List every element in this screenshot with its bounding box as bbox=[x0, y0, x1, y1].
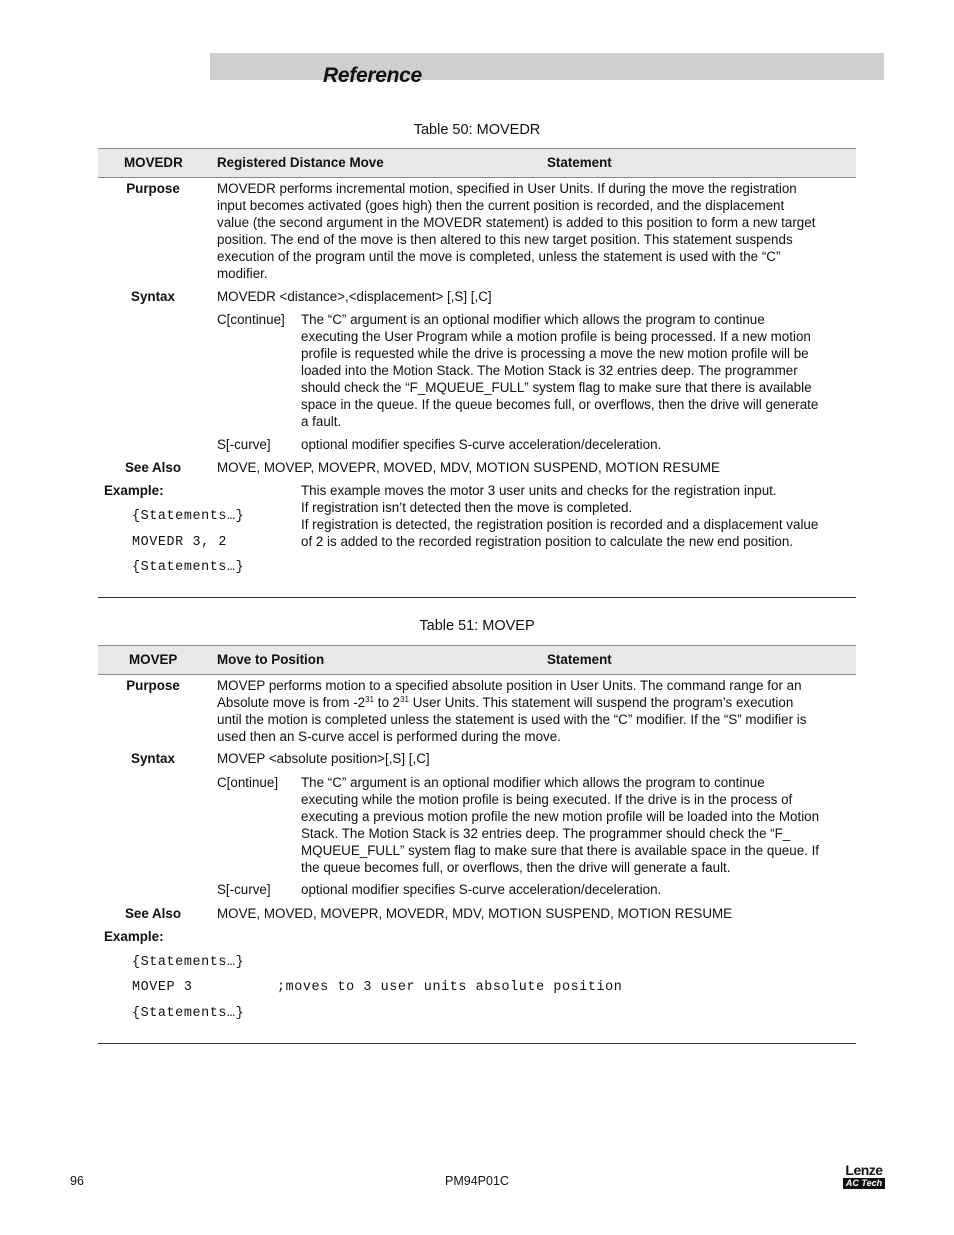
logo-wordmark: Lenze bbox=[845, 1162, 883, 1178]
syntax-text: MOVEP <absolute position>[,S] [,C] bbox=[217, 751, 430, 766]
code-line: MOVEDR 3, 2 bbox=[132, 535, 227, 550]
table-header-command: MOVEDR bbox=[124, 155, 183, 170]
table-header-description: Registered Distance Move bbox=[217, 155, 384, 170]
text-line: The “C” argument is an optional modifier which allows the program to continue bbox=[301, 775, 765, 790]
continue-modifier-text bbox=[301, 311, 849, 430]
text-line: If registration isn’t detected then the move is completed. bbox=[301, 500, 633, 515]
document-code: PM94P01C bbox=[445, 1174, 509, 1188]
text-line: used then an S-curve accel is performed during the move. bbox=[217, 729, 561, 744]
text-line: a fault. bbox=[301, 414, 342, 429]
see-also-text: MOVE, MOVEP, MOVEPR, MOVED, MDV, MOTION SUSPEND, MOTION RESUME bbox=[217, 460, 720, 475]
purpose-text bbox=[217, 677, 847, 745]
scurve-modifier-text: optional modifier specifies S-curve acceleration/deceleration. bbox=[301, 437, 662, 452]
text-line: value (the second argument in the MOVEDR statement) is added to this position to form a new target bbox=[217, 215, 816, 230]
text-fragment: Absolute move is from -2 bbox=[217, 695, 366, 710]
text-line: MQUEUE_FULL” system flag to make sure that there is available space in the queue. If bbox=[301, 843, 820, 858]
text-line: MOVEP performs motion to a specified absolute position in User Units. The command range for an bbox=[217, 678, 802, 693]
text-line: of 2 is added to the recorded registration position to calculate the new end position. bbox=[301, 534, 794, 549]
scurve-modifier-label: S[-curve] bbox=[217, 882, 271, 897]
exponent: 31 bbox=[365, 695, 375, 704]
continue-modifier-text bbox=[301, 774, 851, 876]
text-line: input becomes activated (goes high) then the current position is recorded, and the displacement bbox=[217, 198, 785, 213]
see-also-text: MOVE, MOVED, MOVEPR, MOVEDR, MDV, MOTION SUSPEND, MOTION RESUME bbox=[217, 906, 733, 921]
code-line: {Statements…} bbox=[132, 560, 245, 575]
table-bottom-rule bbox=[98, 597, 856, 598]
syntax-text: MOVEDR <distance>,<displacement> [,S] [,C] bbox=[217, 289, 492, 304]
text-line: executing while the motion profile is being executed. If the drive is in the process of bbox=[301, 792, 793, 807]
text-fragment: to 2 bbox=[374, 695, 401, 710]
exponent: 31 bbox=[400, 695, 409, 704]
syntax-label: Syntax bbox=[131, 289, 175, 304]
table-header bbox=[98, 645, 856, 675]
see-also-label: See Also bbox=[124, 460, 182, 475]
table-header-type: Statement bbox=[547, 155, 612, 170]
section-title: Reference bbox=[323, 64, 422, 87]
purpose-label: Purpose bbox=[126, 181, 180, 196]
example-label: Example: bbox=[104, 483, 164, 498]
scurve-modifier-label: S[-curve] bbox=[217, 437, 271, 452]
table-header-type: Statement bbox=[547, 652, 612, 667]
table-header-command: MOVEP bbox=[129, 652, 178, 667]
example-description bbox=[301, 482, 851, 550]
text-line: until the motion is completed unless the statement is used with the “C” modifier. If the “S” modifier is bbox=[217, 712, 807, 727]
text-line: should check the “F_MQUEUE_FULL” system flag to make sure that there is available bbox=[301, 380, 812, 395]
syntax-label: Syntax bbox=[131, 751, 175, 766]
lenze-logo bbox=[843, 1163, 885, 1189]
table-caption: Table 50: MOVEDR bbox=[413, 122, 541, 138]
text-line: execution of the program until the move is completed, unless the statement is used with the “C” bbox=[217, 249, 781, 264]
see-also-label: See Also bbox=[124, 906, 182, 921]
continue-modifier-label: C[continue] bbox=[217, 312, 285, 327]
continue-modifier-label: C[ontinue] bbox=[217, 775, 279, 790]
code-line: {Statements…} bbox=[132, 1006, 245, 1021]
scurve-modifier-text: optional modifier specifies S-curve acceleration/deceleration. bbox=[301, 882, 662, 897]
text-fragment: User Units. This statement will suspend the program’s execution bbox=[408, 695, 794, 710]
text-line: MOVEDR performs incremental motion, specified in User Units. If during the move the registration bbox=[217, 181, 797, 196]
table-bottom-rule bbox=[98, 1043, 856, 1044]
text-line: If registration is detected, the registration position is recorded and a displacement value bbox=[301, 517, 819, 532]
text-line: executing a previous motion profile the new motion profile will be loaded into the Motion bbox=[301, 809, 820, 824]
text-line bbox=[217, 694, 847, 711]
code-line: {Statements…} bbox=[132, 955, 245, 970]
code-line: MOVEP 3 bbox=[132, 980, 193, 995]
text-line: This example moves the motor 3 user units and checks for the registration input. bbox=[301, 483, 777, 498]
code-comment: ;moves to 3 user units absolute position bbox=[277, 980, 623, 995]
purpose-label: Purpose bbox=[126, 678, 180, 693]
text-line: profile is requested while the drive is processing a move the new motion profile will be bbox=[301, 346, 809, 361]
text-line: space in the queue. If the queue becomes full, or overflows, then the drive will generate bbox=[301, 397, 819, 412]
text-line: Stack. The Motion Stack is 32 entries deep. The programmer should check the “F_ bbox=[301, 826, 791, 841]
header-bar bbox=[210, 53, 884, 80]
code-line: {Statements…} bbox=[132, 509, 245, 524]
purpose-text bbox=[217, 180, 847, 282]
table-header bbox=[98, 148, 856, 178]
table-header-description: Move to Position bbox=[217, 652, 325, 667]
logo-subbrand: AC Tech bbox=[843, 1178, 885, 1189]
table-caption: Table 51: MOVEP bbox=[419, 618, 535, 634]
text-line: position. The end of the move is then altered to this new target position. This statement suspends bbox=[217, 232, 793, 247]
text-line: loaded into the Motion Stack. The Motion Stack is 32 entries deep. The programmer bbox=[301, 363, 798, 378]
page-number: 96 bbox=[70, 1174, 84, 1188]
example-label: Example: bbox=[104, 929, 164, 944]
text-line: The “C” argument is an optional modifier which allows the program to continue bbox=[301, 312, 765, 327]
text-line: the queue becomes full, or overflows, then the drive will generate a fault. bbox=[301, 860, 731, 875]
text-line: executing the User Program while a motion profile is being processed. If a new motion bbox=[301, 329, 811, 344]
text-line: modifier. bbox=[217, 266, 268, 281]
